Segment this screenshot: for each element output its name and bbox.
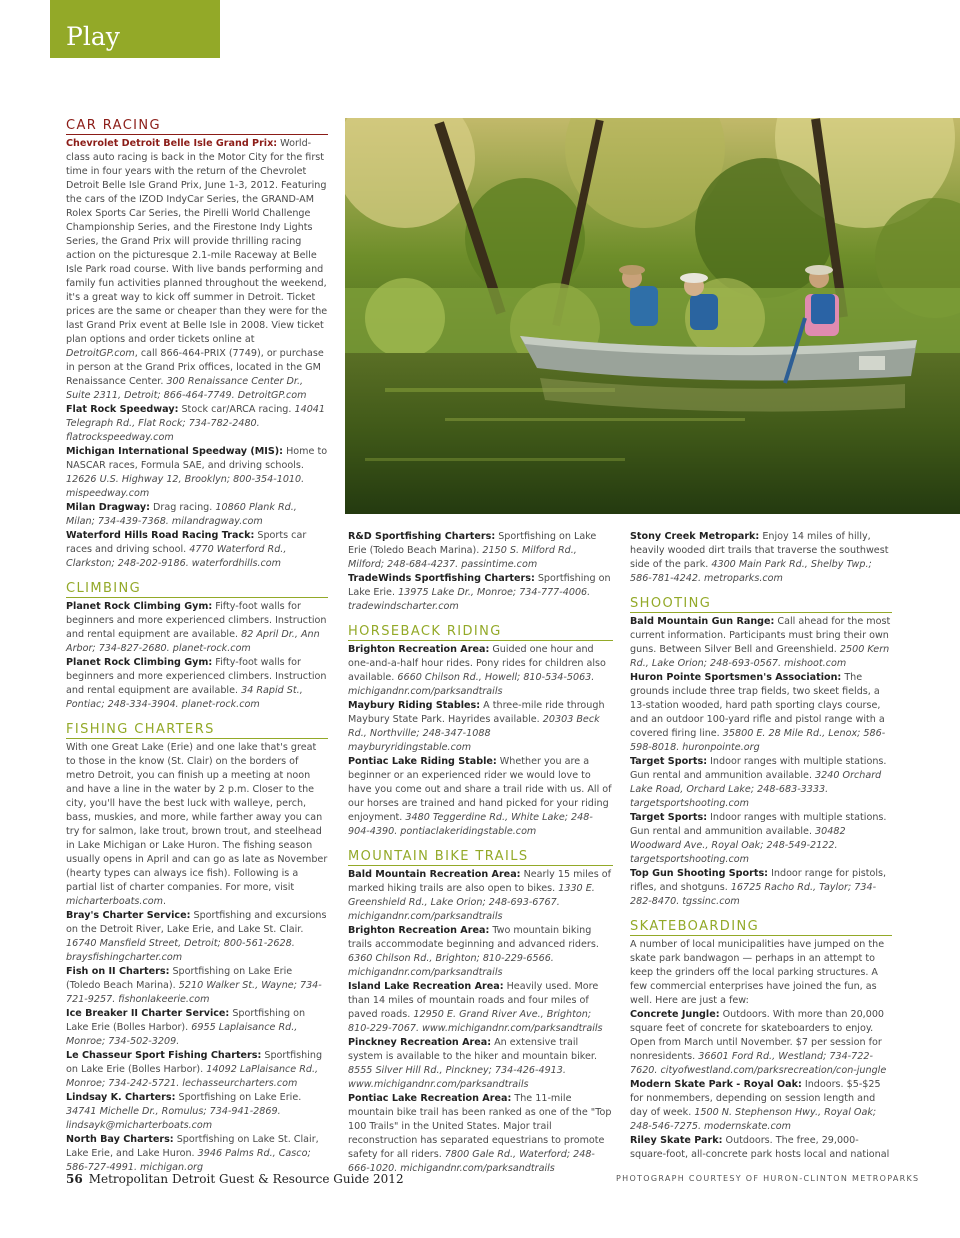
listing-address: 3240 Orchard Lake Road, Orchard Lake; 248-683-3333. targetsportshooting.com bbox=[630, 770, 882, 809]
listing-description: Fifty-foot walls for beginners and more experienced climbers. Instruction and rental equipment are available. bbox=[66, 657, 327, 696]
listing-address: 34741 Michelle Dr., Romulus; 734-941-2869. lindsayk@micharterboats.com bbox=[66, 1106, 281, 1131]
listing-entry bbox=[348, 980, 613, 1036]
listing-entry bbox=[66, 501, 328, 529]
listing-description: Sportfishing on Lake Erie (Bolles Harbor). bbox=[66, 1008, 306, 1033]
listing-description: Enjoy 14 miles of hilly, heavily wooded dirt trails that traverse the southwest side of the park. bbox=[630, 531, 889, 570]
listing-name: Modern Skate Park - Royal Oak: bbox=[630, 1079, 802, 1090]
section-heading: MOUNTAIN BIKE TRAILS bbox=[348, 849, 613, 866]
column-3 bbox=[630, 530, 892, 1162]
section-heading: SHOOTING bbox=[630, 596, 892, 613]
listing-description-cont: . bbox=[162, 896, 166, 907]
listing-description: Outdoors. The free, 29,000-square-foot, all-concrete park hosts local and national bbox=[630, 1135, 890, 1160]
listing-description: World-class auto racing is back in the Motor City for the first time in four years with the return of the Chevrolet Detroit Belle Isle Grand Prix, June 1-3, 2012. Featuring the cars of the IZOD IndyCar Series, the GRAND-AM Rolex Sports Car Series, the Pirelli World Challenge Championship Series, and the Firestone Indy Lights Series, the Grand Prix will provide thrilling racing action on the picturesque 2.1-mile Raceway at Belle Isle Park road course. With live bands performing and family fun activities planned throughout the weekend, it's a great way to kick off summer in Detroit. Ticket prices are the same or cheaper than they were for the last Grand Prix event at Belle Isle in 2008. View ticket plan options and order tickets online at bbox=[66, 138, 328, 345]
column-1 bbox=[66, 118, 328, 1175]
listing-description: Indoor ranges with multiple stations. Gun rental and ammunition available. bbox=[630, 756, 887, 781]
listing-name: Planet Rock Climbing Gym: bbox=[66, 657, 213, 668]
listing-description: Sports car races and driving school. bbox=[66, 530, 307, 555]
canoe-photo bbox=[345, 118, 960, 514]
listing-address: 2150 S. Milford Rd., Milford; 248-684-4237. passintime.com bbox=[348, 545, 577, 570]
listing-address: 14041 Telegraph Rd., Flat Rock; 734-782-2480. flatrockspeedway.com bbox=[66, 404, 326, 443]
column-2 bbox=[348, 530, 613, 1176]
listing-entry bbox=[66, 445, 328, 501]
listing-description: Nearly 15 miles of marked hiking trails are also open to bikes. bbox=[348, 869, 611, 894]
listing-address: 12950 E. Grand River Ave., Brighton; 810-229-7067. www.michigandnr.com/parksandtrails bbox=[348, 1009, 603, 1034]
listing-description-cont: , call 866-464-PRIX (7749), or purchase in person at the Grand Prix offices, located in the GM Renaissance Center. bbox=[66, 348, 324, 387]
listing-name: Bray's Charter Service: bbox=[66, 910, 191, 921]
listing-description: Sportfishing on Lake Erie (Toledo Beach Marina). bbox=[348, 531, 597, 556]
listing-name: Flat Rock Speedway: bbox=[66, 404, 179, 415]
listing-entry bbox=[348, 1036, 613, 1092]
listing-entry bbox=[630, 1078, 892, 1134]
listing-description: The grounds include three trap fields, two skeet fields, a 13-station wooded, hard path sporting clays course, and an outdoor 100-yard rifle and pistol range with a covered firing line. bbox=[630, 672, 885, 739]
listing-entry bbox=[66, 909, 328, 965]
listing-name: Top Gun Shooting Sports: bbox=[630, 868, 769, 879]
listing-name: Bald Mountain Gun Range: bbox=[630, 616, 775, 627]
publication-title: Metropolitan Detroit Guest & Resource Guide 2012 bbox=[88, 1172, 404, 1186]
listing-entry bbox=[66, 656, 328, 712]
listing-description: A number of local municipalities have jumped on the skate park bandwagon — perhaps in an attempt to keep the grinders off the local parking structures. A few commercial enterprises have joined the fun, as well. Here are just a few: bbox=[630, 939, 885, 1006]
section-tab bbox=[50, 0, 220, 58]
listing-entry bbox=[348, 699, 613, 755]
listing-description: Sportfishing on Lake Erie. bbox=[175, 1092, 302, 1103]
listing-description: Indoor ranges with multiple stations. Gun rental and ammunition available. bbox=[630, 812, 887, 837]
listing-address: 6955 Laplaisance Rd., Monroe; 734-502-3209. bbox=[66, 1022, 298, 1047]
listing-name: Stony Creek Metropark: bbox=[630, 531, 760, 542]
listing-address: 35800 E. 28 Mile Rd., Lenox; 586-598-8018. huronpointe.org bbox=[630, 728, 886, 753]
listing-entry bbox=[66, 965, 328, 1007]
listing-entry bbox=[630, 1008, 892, 1078]
listing-name: Le Chasseur Sport Fishing Charters: bbox=[66, 1050, 262, 1061]
listing-name: Target Sports: bbox=[630, 812, 708, 823]
listing-name: Island Lake Recreation Area: bbox=[348, 981, 504, 992]
listing-name: TradeWinds Sportfishing Charters: bbox=[348, 573, 535, 584]
listing-description: Call ahead for the most current information. Participants must bring their own guns. Between Silver Bell and Greenshield. bbox=[630, 616, 891, 655]
listing-address: 36601 Ford Rd., Westland; 734-722-7620. cityofwestland.com/parksrecreation/con-jungle bbox=[630, 1051, 887, 1076]
listing-description: Sportfishing on Lake Erie. bbox=[348, 573, 611, 598]
listing-address: 14092 LaPlaisance Rd., Monroe; 734-242-5721. lechasseurcharters.com bbox=[66, 1064, 319, 1089]
listing-entry bbox=[630, 811, 892, 867]
listing-entry bbox=[348, 643, 613, 699]
photo-credit: PHOTOGRAPH COURTESY OF HURON-CLINTON METROPARKS bbox=[616, 1174, 920, 1183]
listing-entry bbox=[66, 1007, 328, 1049]
page-footer bbox=[66, 1172, 404, 1186]
listing-description: An extensive trail system is available to the hiker and mountain biker. bbox=[348, 1037, 598, 1062]
page-number: 56 bbox=[66, 1172, 83, 1186]
listing-name: Target Sports: bbox=[630, 756, 708, 767]
listing-address: 300 Renaissance Center Dr., Suite 2311, Detroit; 866-464-7749. DetroitGP.com bbox=[66, 376, 307, 401]
listing-entry bbox=[630, 530, 892, 586]
listing-entry bbox=[630, 867, 892, 909]
listing-address: 3480 Teggerdine Rd., White Lake; 248-904-4390. pontiaclakeridingstable.com bbox=[348, 812, 593, 837]
listing-description: Home to NASCAR races, Formula SAE, and driving schools. bbox=[66, 446, 328, 471]
listing-address: 6360 Chilson Rd., Brighton; 810-229-6566. michigandnr.com/parksandtrails bbox=[348, 953, 554, 978]
listing-address: 3946 Palms Rd., Casco; 586-727-4991. michigan.org bbox=[66, 1148, 311, 1173]
listing-name: Concrete Jungle: bbox=[630, 1009, 720, 1020]
listing-address: 4770 Waterford Rd., Clarkston; 248-202-9186. waterfordhills.com bbox=[66, 544, 287, 569]
listing-name: Milan Dragway: bbox=[66, 502, 150, 513]
listing-address: 16725 Racho Rd., Taylor; 734-282-8470. tgssinc.com bbox=[630, 882, 877, 907]
listing-name: Riley Skate Park: bbox=[630, 1135, 723, 1146]
listing-address: 12626 U.S. Highway 12, Brooklyn; 800-354-1010. mispeedway.com bbox=[66, 474, 305, 499]
section-heading: CLIMBING bbox=[66, 581, 328, 598]
listing-address: 2500 Kern Rd., Lake Orion; 248-693-0567. mishoot.com bbox=[630, 644, 890, 669]
listing-description: Sportfishing on Lake Erie (Bolles Harbor). bbox=[66, 1050, 323, 1075]
listing-description: Sportfishing on Lake St. Clair, Lake Erie, and Lake Huron. bbox=[66, 1134, 319, 1159]
listing-address: 16740 Mansfield Street, Detroit; 800-561-2628. braysfishingcharter.com bbox=[66, 938, 295, 963]
listing-name: Bald Mountain Recreation Area: bbox=[348, 869, 521, 880]
listing-address: 4300 Main Park Rd., Shelby Twp.; 586-781-4242. metroparks.com bbox=[630, 559, 872, 584]
section-heading: CAR RACING bbox=[66, 118, 328, 135]
listing-entry bbox=[348, 755, 613, 839]
listing-link: DetroitGP.com bbox=[66, 348, 135, 359]
listing-description: Stock car/ARCA racing. bbox=[178, 404, 295, 415]
section-heading: FISHING CHARTERS bbox=[66, 722, 328, 739]
listing-entry bbox=[66, 529, 328, 571]
listing-name: North Bay Charters: bbox=[66, 1134, 174, 1145]
listing-name: Huron Pointe Sportsmen's Association: bbox=[630, 672, 842, 683]
listing-entry bbox=[66, 1091, 328, 1133]
listing-entry bbox=[66, 137, 328, 403]
listing-name: Planet Rock Climbing Gym: bbox=[66, 601, 213, 612]
listing-address: 1330 E. Greenshield Rd., Lake Orion; 248-693-6767. michigandnr.com/parksandtrails bbox=[348, 883, 595, 922]
listing-description: Guided one hour and one-and-a-half hour rides. Pony rides for children also available. bbox=[348, 644, 606, 683]
listing-entry bbox=[348, 530, 613, 572]
listing-name: Fish on II Charters: bbox=[66, 966, 170, 977]
listing-address: 7800 Gale Rd., Waterford; 248-666-1020. michigandnr.com/parksandtrails bbox=[348, 1149, 595, 1174]
listing-entry bbox=[348, 868, 613, 924]
listing-address: 5210 Walker St., Wayne; 734-721-9257. fishonlakeerie.com bbox=[66, 980, 322, 1005]
listing-entry bbox=[630, 755, 892, 811]
listing-name: Brighton Recreation Area: bbox=[348, 644, 490, 655]
listing-description: Whether you are a beginner or an experienced rider we would love to have you come out and share a trail ride with us. All of our horses are trained and hand picked for your riding enjoyment. bbox=[348, 756, 612, 823]
listing-address: 82 April Dr., Ann Arbor; 734-827-2680. planet-rock.com bbox=[66, 629, 320, 654]
listing-entry bbox=[630, 615, 892, 671]
listing-entry bbox=[348, 572, 613, 614]
listing-name: Ice Breaker II Charter Service: bbox=[66, 1008, 230, 1019]
listing-name: Waterford Hills Road Racing Track: bbox=[66, 530, 255, 541]
listing-description: Fifty-foot walls for beginners and more experienced climbers. Instruction and rental equipment are available. bbox=[66, 601, 327, 640]
section-tab-label: Play bbox=[66, 22, 120, 51]
listing-description: Heavily used. More than 14 miles of mountain roads and four miles of paved roads. bbox=[348, 981, 599, 1020]
listing-description: Two mountain biking trails accommodate beginning and advanced riders. bbox=[348, 925, 599, 950]
listing-entry bbox=[66, 403, 328, 445]
listing-name: Pontiac Lake Recreation Area: bbox=[348, 1093, 512, 1104]
canoe-river-illustration bbox=[345, 118, 960, 514]
listing-description: Indoor range for pistols, rifles, and shotguns. bbox=[630, 868, 887, 893]
listing-description: Outdoors. With more than 20,000 square feet of concrete for skateboarders to enjoy. Open from March until November. $7 per session for nonresidents. bbox=[630, 1009, 885, 1062]
listing-link: micharterboats.com bbox=[66, 896, 163, 907]
listing-address: 1500 N. Stephenson Hwy., Royal Oak; 248-546-7275. modernskate.com bbox=[630, 1107, 877, 1132]
listing-name: Michigan International Speedway (MIS): bbox=[66, 446, 284, 457]
listing-name: Pontiac Lake Riding Stable: bbox=[348, 756, 497, 767]
listing-address: 30482 Woodward Ave., Royal Oak; 248-549-2122. targetsportshooting.com bbox=[630, 826, 846, 865]
listing-description: With one Great Lake (Erie) and one lake that's great to those in the know (St. Clair) on the borders of metro Detroit, you can finish up a meeting at noon and have a line in the water by 2 p.m. Closer to the city, you'll have the best luck with walleye, perch, bass, muskies, and more, while farther away you can try for salmon, lake trout, brown trout, and steelhead in Lake Michigan or Lake Huron. The fishing season usually opens in April and can go as late as November (hearty types can always ice fish). Following is a partial list of charter companies. For more, visit bbox=[66, 742, 328, 893]
listing-address: 10860 Plank Rd., Milan; 734-439-7368. milandragway.com bbox=[66, 502, 297, 527]
listing-address: 8555 Silver Hill Rd., Pinckney; 734-426-4913. www.michigandnr.com/parksandtrails bbox=[348, 1065, 566, 1090]
listing-address: 20303 Beck Rd., Northville; 248-347-1088 mayburyridingstable.com bbox=[348, 714, 600, 753]
section-heading: HORSEBACK RIDING bbox=[348, 624, 613, 641]
listing-entry bbox=[66, 1049, 328, 1091]
section-heading: SKATEBOARDING bbox=[630, 919, 892, 936]
listing-name: Maybury Riding Stables: bbox=[348, 700, 481, 711]
listing-description: The 11-mile mountain bike trail has been ranked as one of the "Top 100 Trails" in the United States. Major trail reconstruction has separated equestrians to promote safety for all riders. bbox=[348, 1093, 612, 1160]
listing-entry bbox=[630, 1134, 892, 1162]
listing-description: A three-mile ride through Maybury State Park. Hayrides available. bbox=[348, 700, 605, 725]
listing-name: Lindsay K. Charters: bbox=[66, 1092, 176, 1103]
listing-entry bbox=[348, 924, 613, 980]
listing-entry bbox=[348, 1092, 613, 1176]
listing-address: 13975 Lake Dr., Monroe; 734-777-4006. tradewindscharter.com bbox=[348, 587, 591, 612]
listing-name: Chevrolet Detroit Belle Isle Grand Prix: bbox=[66, 138, 278, 149]
listing-description: Sportfishing on Lake Erie (Toledo Beach Marina). bbox=[66, 966, 293, 991]
listing-description: Drag racing. bbox=[149, 502, 216, 513]
listing-entry bbox=[630, 938, 892, 1008]
listing-name: Pinckney Recreation Area: bbox=[348, 1037, 492, 1048]
listing-address: 6660 Chilson Rd., Howell; 810-534-5063. michigandnr.com/parksandtrails bbox=[348, 672, 595, 697]
listing-entry bbox=[66, 1133, 328, 1175]
listing-address: 34 Rapid St., Pontiac; 248-334-3904. planet-rock.com bbox=[66, 685, 303, 710]
listing-entry bbox=[66, 741, 328, 909]
listing-entry bbox=[630, 671, 892, 755]
listing-description: Sportfishing and excursions on the Detroit River, Lake Erie, and Lake St. Clair. bbox=[66, 910, 327, 935]
listing-entry bbox=[66, 600, 328, 656]
listing-name: Brighton Recreation Area: bbox=[348, 925, 490, 936]
listing-description: Indoors. $5-$25 for nonmembers, depending on session length and day of week. bbox=[630, 1079, 881, 1118]
listing-name: R&D Sportfishing Charters: bbox=[348, 531, 496, 542]
